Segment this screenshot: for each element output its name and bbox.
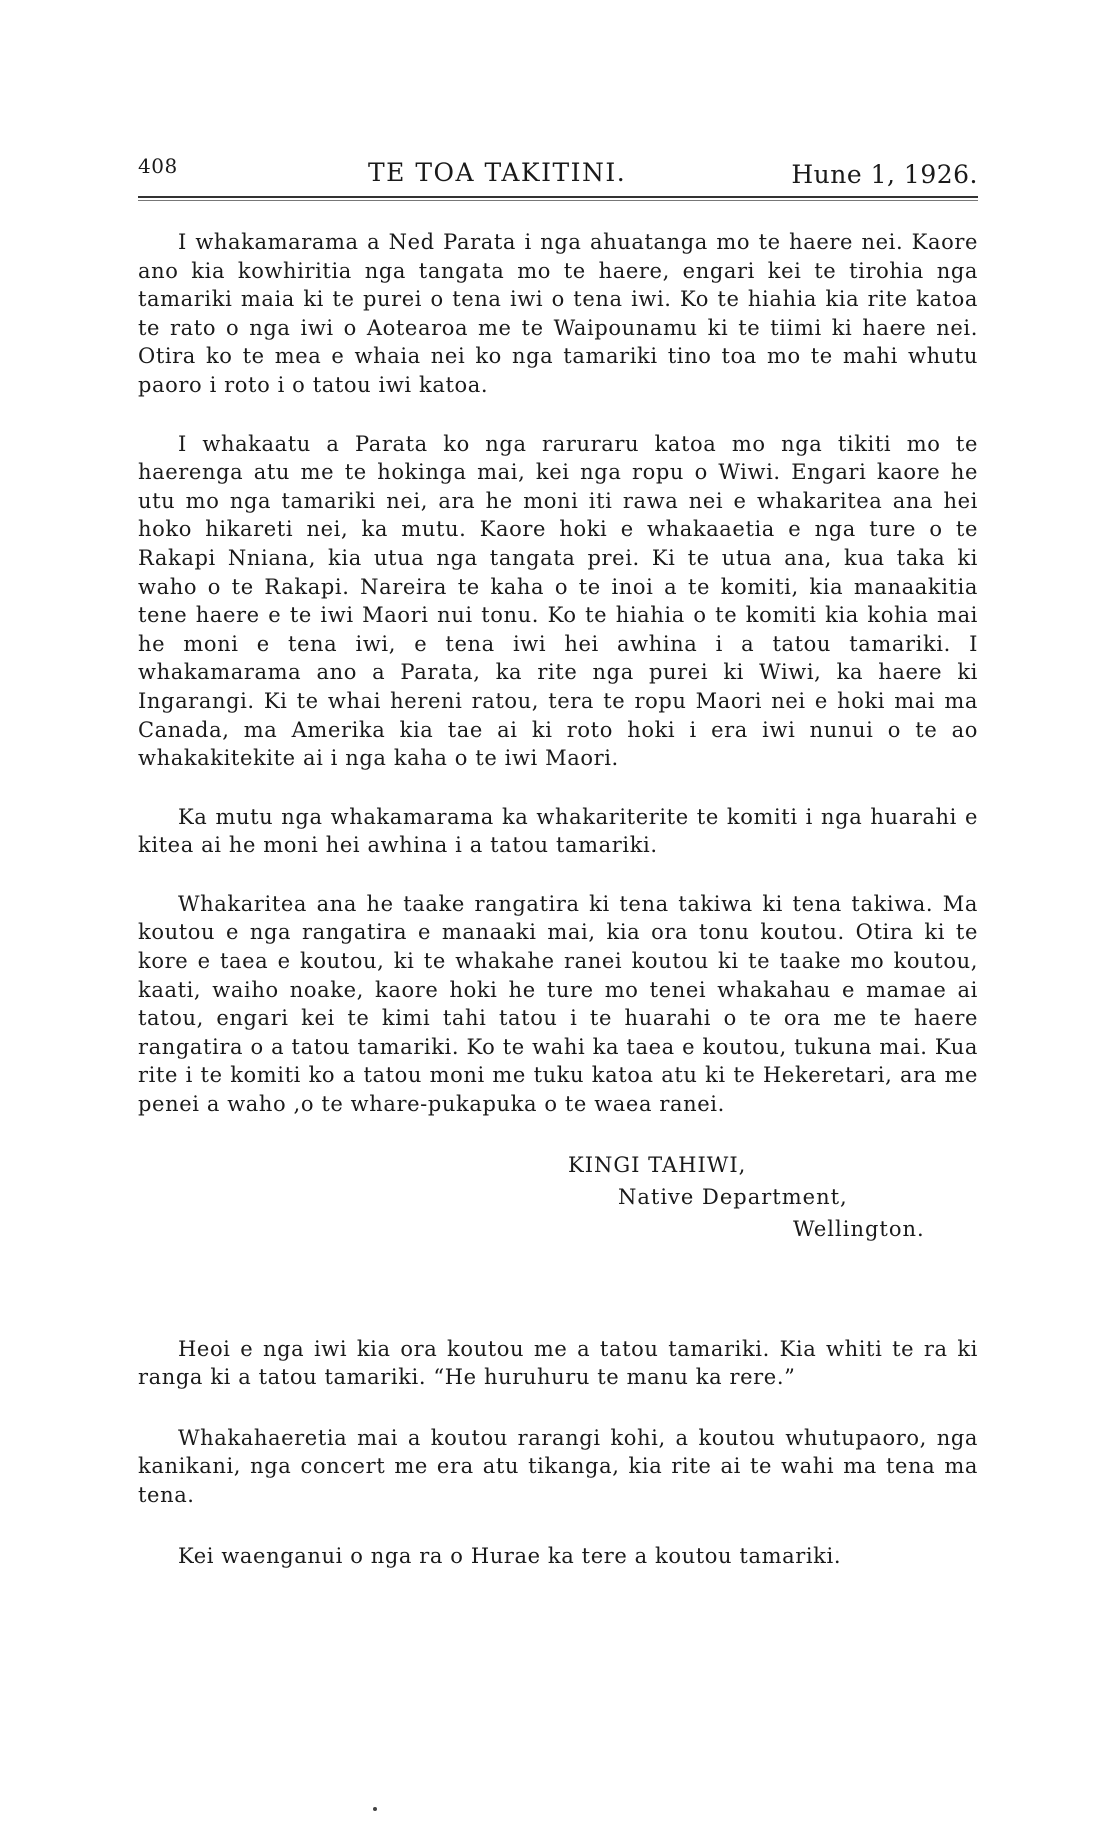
closing-paragraph-3: Kei waenganui o nga ra o Hurae ka tere a koutou tamariki. (178, 1543, 842, 1568)
signature-block (138, 1149, 978, 1245)
closing-paragraph-2: Whakahaeretia mai a koutou rarangi kohi, a koutou whutupaoro, nga kanikani, nga concert me era atu tikanga, kia rite ai te wahi ma tena ma tena. (138, 1425, 978, 1507)
issue-date: Hune 1, 1926. (791, 160, 978, 189)
signature-place: Wellington. (793, 1216, 925, 1241)
signature-name: KINGI TAHIWI, (568, 1152, 747, 1177)
signature-department: Native Department, (618, 1184, 848, 1209)
print-speck (373, 1807, 377, 1811)
article-body (138, 228, 978, 1602)
paragraph-1: I whakamarama a Ned Parata i nga ahuatanga mo te haere nei. Kaore ano kia kowhiritia nga tangata mo te haere, engari kei te tirohia nga tamariki maia ki te purei o tena iwi o tena iwi. Ko te hiahia kia rite katoa te rato o nga iwi o Aotearoa me te Waipounamu ki te tiimi ki haere nei. Otira ko te mea e whaia nei ko nga tamariki tino toa mo te mahi whutu paoro i roto i o tatou iwi katoa. (138, 230, 978, 397)
page-header (138, 150, 978, 190)
header-rule (138, 196, 978, 198)
closing-paragraph-1: Heoi e nga iwi kia ora koutou me a tatou tamariki. Kia whiti te ra ki ranga ki a tatou tamariki. “He huruhuru te manu ka rere.” (138, 1336, 978, 1390)
page-number: 408 (138, 154, 178, 178)
running-title: TE TOA TAKITINI. (368, 158, 627, 187)
paragraph-4: Whakaritea ana he taake rangatira ki tena takiwa ki tena takiwa. Ma koutou e nga rangatira e manaaki mai, kia ora tonu koutou. Otira ki te kore e taea e koutou, ki te whakahe ranei koutou ki te taake mo koutou, kaati, waiho noake, kaore hoki he ture mo tenei whakahau e mamae ai tatou, engari kei te kimi tahi tatou i te huarahi o te ora me te haere rangatira o a tatou tamariki. Ko te wahi ka taea e koutou, tukuna mai. Kua rite i te komiti ko a tatou moni me tuku katoa atu ki te Hekeretari, ara me penei a waho ,o te whare-pukapuka o te waea ranei. (138, 891, 978, 1117)
paragraph-3: Ka mutu nga whakamarama ka whakariterite te komiti i nga huarahi e kitea ai he moni hei awhina i a tatou tamariki. (138, 804, 978, 858)
paragraph-2: I whakaatu a Parata ko nga raruraru katoa mo nga tikiti mo te haerenga atu me te hokinga mai, kei nga ropu o Wiwi. Engari kaore he utu mo nga tamariki nei, ara he moni iti rawa nei e whakaritea ana hei hoko hikareti nei, ka mutu. Kaore hoki e whakaaetia e nga ture o te Rakapi Nniana, kia utua nga tangata prei. Ki te utua ana, kua taka ki waho o te Rakapi. Nareira te kaha o te inoi a te komiti, kia manaakitia tene haere e te iwi Maori nui tonu. Ko te hiahia o te komiti kia kohia mai he moni e tena iwi, e tena iwi hei awhina i a tatou tamariki. I whakamarama ano a Parata, ka rite nga purei ki Wiwi, ka haere ki Ingarangi. Ki te whai hereni ratou, tera te ropu Maori nei e hoki mai ma Canada, ma Amerika kia tae ai ki roto hoki i era iwi nunui o te ao whakakitekite ai i nga kaha o te iwi Maori. (138, 431, 978, 771)
header-rule-thin (138, 200, 978, 201)
